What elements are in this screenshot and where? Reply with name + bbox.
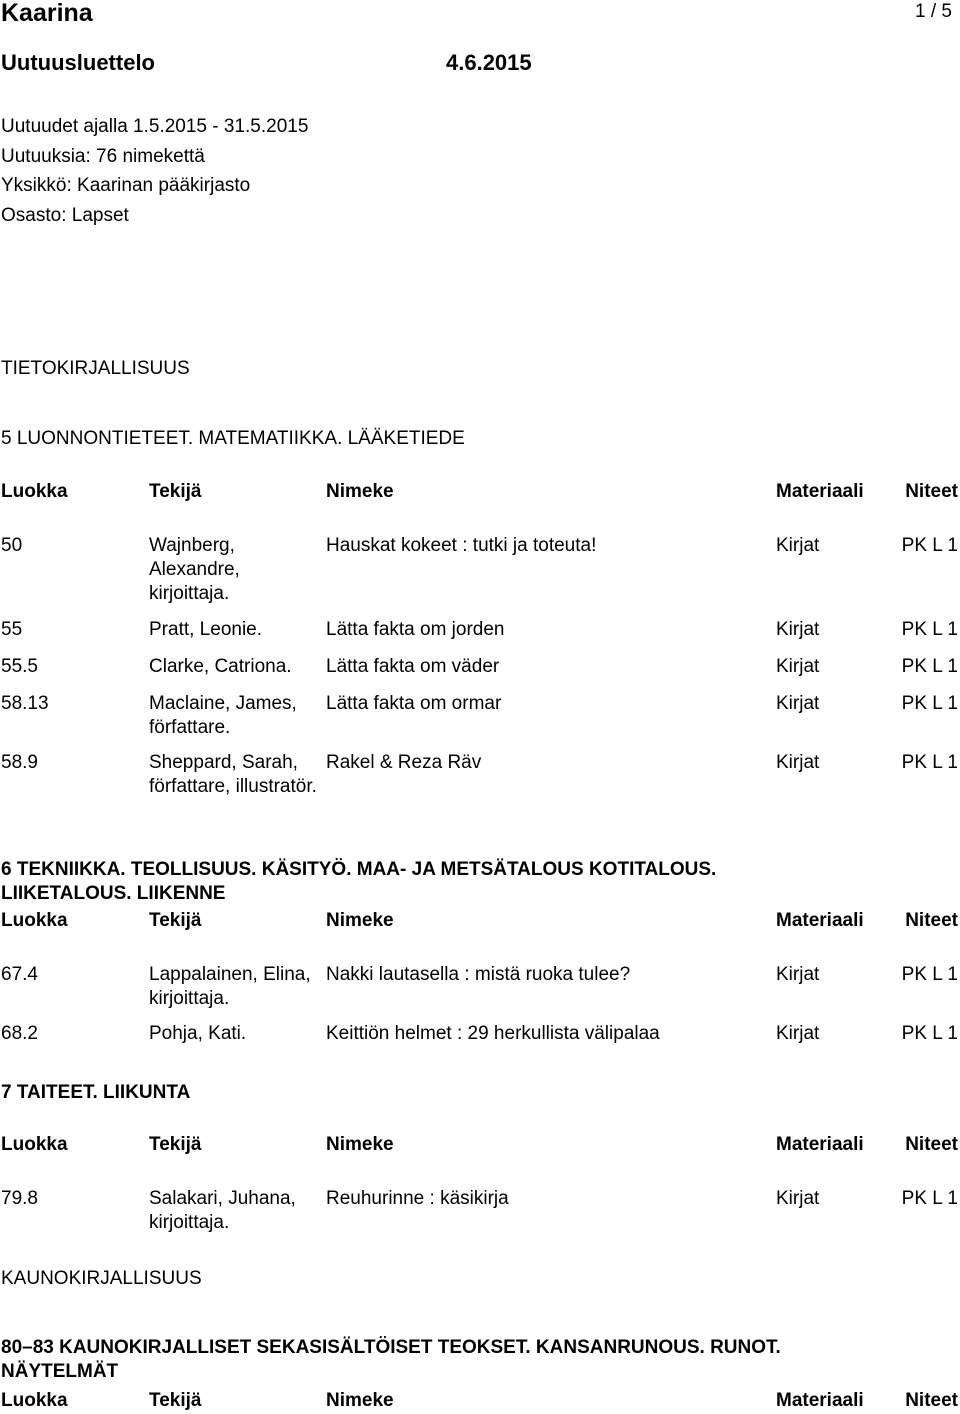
section-heading: 80–83 KAUNOKIRJALLISET SEKASISÄLTÖISET TEOKSET. KANSANRUNOUS. RUNOT. NÄYTELMÄT: [1, 1337, 781, 1382]
cell-tekija: Maclaine, James, författare.: [149, 693, 297, 738]
cell-materiaali: Kirjat: [776, 656, 820, 677]
cell-niteet: PK L 1: [901, 619, 958, 640]
cell-niteet: PK L 1: [901, 1023, 958, 1044]
meta-period: Uutuudet ajalla 1.5.2015 - 31.5.2015: [1, 116, 309, 137]
col-header-materiaali: Materiaali: [776, 910, 864, 931]
col-header-materiaali: Materiaali: [776, 1390, 864, 1411]
col-header-tekija: Tekijä: [149, 1390, 202, 1411]
cell-materiaali: Kirjat: [776, 752, 820, 773]
cell-materiaali: Kirjat: [776, 1023, 820, 1044]
library-name: Kaarina: [1, 0, 93, 27]
col-header-luokka: Luokka: [1, 1390, 68, 1411]
cell-luokka: 67.4: [1, 964, 38, 985]
cell-nimeke: Rakel & Reza Räv: [326, 752, 482, 773]
category-tietokirjallisuus: TIETOKIRJALLISUUS: [1, 358, 190, 379]
category-kaunokirjallisuus: KAUNOKIRJALLISUUS: [1, 1268, 202, 1289]
cell-materiaali: Kirjat: [776, 693, 820, 714]
cell-luokka: 79.8: [1, 1188, 38, 1209]
cell-materiaali: Kirjat: [776, 1188, 820, 1209]
cell-tekija: Lappalainen, Elina, kirjoittaja.: [149, 964, 311, 1009]
cell-niteet: PK L 1: [901, 1188, 958, 1209]
cell-materiaali: Kirjat: [776, 619, 820, 640]
cell-niteet: PK L 1: [901, 964, 958, 985]
section-heading: 5 LUONNONTIETEET. MATEMATIIKKA. LÄÄKETIEDE: [1, 428, 465, 449]
col-header-niteet: Niteet: [905, 910, 958, 931]
col-header-tekija: Tekijä: [149, 1134, 202, 1155]
col-header-tekija: Tekijä: [149, 910, 202, 931]
col-header-luokka: Luokka: [1, 1134, 68, 1155]
cell-luokka: 68.2: [1, 1023, 38, 1044]
col-header-nimeke: Nimeke: [326, 1390, 394, 1411]
cell-tekija: Pohja, Kati.: [149, 1023, 247, 1044]
col-header-luokka: Luokka: [1, 481, 68, 502]
meta-unit: Yksikkö: Kaarinan pääkirjasto: [1, 175, 251, 196]
col-header-luokka: Luokka: [1, 910, 68, 931]
meta-department: Osasto: Lapset: [1, 204, 129, 226]
cell-luokka: 55.5: [1, 656, 38, 677]
col-header-nimeke: Nimeke: [326, 1134, 394, 1155]
cell-niteet: PK L 1: [901, 752, 958, 773]
section-heading: 6 TEKNIIKKA. TEOLLISUUS. KÄSITYÖ. MAA- JA METSÄTALOUS KOTITALOUS. LIIKETALOUS. LIIKENNE: [1, 859, 717, 904]
col-header-nimeke: Nimeke: [326, 910, 394, 931]
cell-tekija: Pratt, Leonie.: [149, 619, 263, 640]
page-number: 1 / 5: [915, 1, 952, 22]
section-heading: 7 TAITEET. LIIKUNTA: [1, 1082, 191, 1103]
cell-materiaali: Kirjat: [776, 964, 820, 985]
col-header-niteet: Niteet: [905, 481, 958, 502]
col-header-niteet: Niteet: [905, 1134, 958, 1155]
meta-info: [1, 112, 308, 230]
cell-tekija: Wajnberg, Alexandre, kirjoittaja.: [149, 535, 240, 604]
cell-nimeke: Reuhurinne : käsikirja: [326, 1188, 509, 1209]
col-header-niteet: Niteet: [905, 1390, 958, 1411]
col-header-tekija: Tekijä: [149, 481, 202, 502]
list-date: 4.6.2015: [446, 50, 532, 75]
cell-luokka: 58.9: [1, 752, 38, 773]
col-header-nimeke: Nimeke: [326, 481, 394, 502]
cell-niteet: PK L 1: [901, 656, 958, 677]
col-header-materiaali: Materiaali: [776, 481, 864, 502]
cell-nimeke: Keittiön helmet : 29 herkullista välipalaa: [326, 1023, 660, 1044]
cell-niteet: PK L 1: [901, 693, 958, 714]
meta-count: Uutuuksia: 76 nimekettä: [1, 145, 205, 167]
col-header-materiaali: Materiaali: [776, 1134, 864, 1155]
cell-nimeke: Hauskat kokeet : tutki ja toteuta!: [326, 535, 597, 556]
cell-nimeke: Lätta fakta om väder: [326, 656, 500, 677]
cell-niteet: PK L 1: [901, 535, 958, 556]
cell-luokka: 58.13: [1, 693, 49, 714]
cell-materiaali: Kirjat: [776, 535, 820, 556]
page-title: Uutuusluettelo: [1, 50, 155, 75]
cell-luokka: 50: [1, 535, 23, 556]
cell-nimeke: Lätta fakta om ormar: [326, 693, 502, 714]
cell-nimeke: Lätta fakta om jorden: [326, 619, 505, 640]
cell-luokka: 55: [1, 619, 23, 640]
cell-nimeke: Nakki lautasella : mistä ruoka tulee?: [326, 964, 631, 985]
cell-tekija: Salakari, Juhana, kirjoittaja.: [149, 1188, 296, 1233]
cell-tekija: Clarke, Catriona.: [149, 656, 292, 677]
cell-tekija: Sheppard, Sarah, författare, illustratör.: [149, 752, 317, 797]
